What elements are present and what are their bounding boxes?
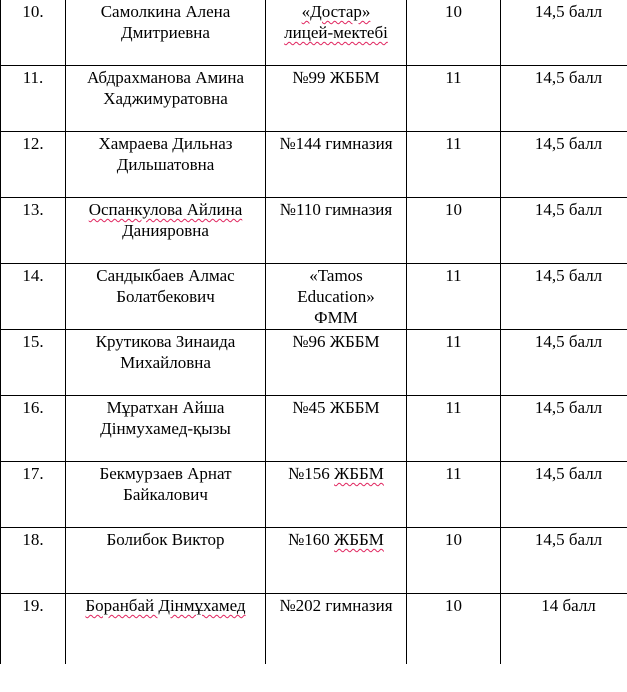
table-row <box>1 528 627 594</box>
table-row <box>1 330 627 396</box>
student-name: Мұратхан Айша Дінмухамед-қызы <box>66 396 266 462</box>
student-name: Абдрахманова Амина Хаджимуратовна <box>66 66 266 132</box>
school-name: №99 ЖББМ <box>266 66 407 132</box>
row-number: 11. <box>1 66 66 132</box>
row-number: 12. <box>1 132 66 198</box>
row-number: 15. <box>1 330 66 396</box>
score: 14,5 балл <box>501 330 627 396</box>
score: 14 балл <box>501 594 627 664</box>
student-name: Бекмурзаев Арнат Байкалович <box>66 462 266 528</box>
row-number: 10. <box>1 0 66 66</box>
school-name: №144 гимназия <box>266 132 407 198</box>
score: 14,5 балл <box>501 198 627 264</box>
score: 14,5 балл <box>501 528 627 594</box>
grade: 10 <box>407 594 501 664</box>
school-name: «Tamos Education» ФММ <box>266 264 407 330</box>
grade: 11 <box>407 264 501 330</box>
student-name: Оспанкулова Айлина Данияровна <box>66 198 266 264</box>
school-name: №202 гимназия <box>266 594 407 664</box>
row-number: 19. <box>1 594 66 664</box>
student-name: Хамраева Дильназ Дильшатовна <box>66 132 266 198</box>
table-row <box>1 0 627 66</box>
school-name: №110 гимназия <box>266 198 407 264</box>
student-name: Крутикова Зинаида Михайловна <box>66 330 266 396</box>
score: 14,5 балл <box>501 462 627 528</box>
table-row <box>1 594 627 664</box>
row-number: 14. <box>1 264 66 330</box>
table-row <box>1 264 627 330</box>
school-name: №96 ЖББМ <box>266 330 407 396</box>
table-row <box>1 462 627 528</box>
score: 14,5 балл <box>501 0 627 66</box>
table-row <box>1 132 627 198</box>
row-number: 17. <box>1 462 66 528</box>
student-name: Боранбай Дінмұхамед <box>66 594 266 664</box>
grade: 11 <box>407 132 501 198</box>
grade: 10 <box>407 198 501 264</box>
school-name: №156 ЖББМ <box>266 462 407 528</box>
table-row <box>1 396 627 462</box>
grade: 10 <box>407 528 501 594</box>
score: 14,5 балл <box>501 66 627 132</box>
school-name: «Достар» лицей-мектебі <box>266 0 407 66</box>
grade: 11 <box>407 66 501 132</box>
grade: 11 <box>407 330 501 396</box>
score: 14,5 балл <box>501 264 627 330</box>
table-row <box>1 198 627 264</box>
student-name: Самолкина Алена Дмитриевна <box>66 0 266 66</box>
row-number: 13. <box>1 198 66 264</box>
row-number: 18. <box>1 528 66 594</box>
student-name: Болибок Виктор <box>66 528 266 594</box>
score: 14,5 балл <box>501 132 627 198</box>
row-number: 16. <box>1 396 66 462</box>
grade: 11 <box>407 396 501 462</box>
student-name: Сандыкбаев Алмас Болатбекович <box>66 264 266 330</box>
score: 14,5 балл <box>501 396 627 462</box>
table-row <box>1 66 627 132</box>
grade: 11 <box>407 462 501 528</box>
school-name: №160 ЖББМ <box>266 528 407 594</box>
school-name: №45 ЖББМ <box>266 396 407 462</box>
grade: 10 <box>407 0 501 66</box>
